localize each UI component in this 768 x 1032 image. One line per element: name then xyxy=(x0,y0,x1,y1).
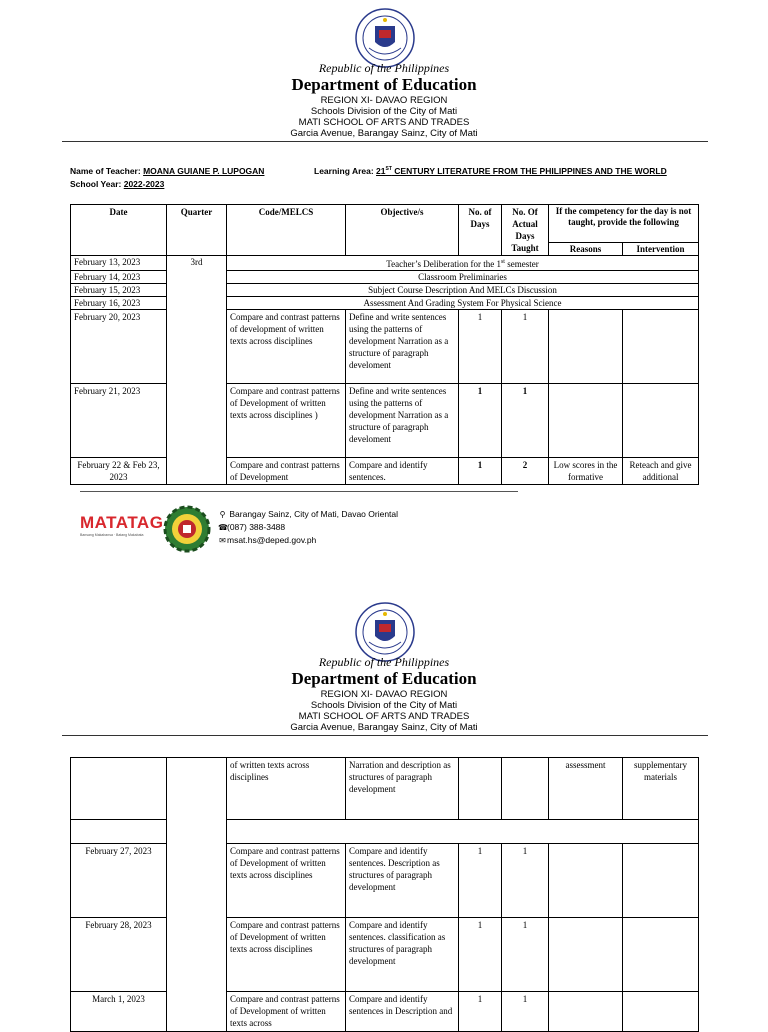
col-days: No. of Days xyxy=(459,205,502,256)
row-span-activity: Assessment And Grading System For Physical Science xyxy=(227,297,699,310)
learning-area xyxy=(314,166,667,176)
row-actual: 1 xyxy=(502,384,549,458)
table-row xyxy=(71,310,699,384)
footer-phone xyxy=(218,522,285,532)
address-text: Barangay Sainz, City of Mati, Davao Oriental xyxy=(229,509,399,519)
row-date: February 14, 2023 xyxy=(71,271,167,284)
table-row xyxy=(71,918,699,992)
table-row xyxy=(71,820,699,844)
table-row xyxy=(71,284,699,297)
region-line: REGION XI- DAVAO REGION xyxy=(320,95,448,106)
row-code: of written texts across disciplines xyxy=(227,758,346,820)
row-intervention xyxy=(623,310,699,384)
span-text: Teacher’s Deliberation for the 1 xyxy=(386,259,501,269)
table-row xyxy=(71,458,699,485)
row-code: Compare and contrast patterns of Development of written texts across xyxy=(227,992,346,1032)
table-row xyxy=(71,758,699,820)
row-date: February 28, 2023 xyxy=(71,918,167,992)
col-objectives: Objective/s xyxy=(346,205,459,256)
deped-seal-icon xyxy=(355,602,415,662)
row-actual: 2 xyxy=(502,458,549,485)
row-date: February 15, 2023 xyxy=(71,284,167,297)
row-objective: Compare and identify sentences. classification as structures of paragraph development xyxy=(346,918,459,992)
row-span-activity: Subject Course Description And MELCs Discussion xyxy=(227,284,699,297)
email-icon: ✉ xyxy=(219,536,226,545)
col-actual: No. Of Actual Days Taught xyxy=(502,205,549,256)
row-reasons: Low scores in the formative xyxy=(549,458,623,485)
row-date: February 20, 2023 xyxy=(71,310,167,384)
row-intervention xyxy=(623,918,699,992)
table-row xyxy=(71,992,699,1032)
row-date xyxy=(71,758,167,820)
row-days: 1 xyxy=(459,458,502,485)
row-code: Compare and contrast patterns of Development xyxy=(227,458,346,485)
row-objective: Compare and identify sentences. xyxy=(346,458,459,485)
footer-divider xyxy=(80,491,518,492)
row-intervention xyxy=(623,992,699,1032)
span-text-post: semester xyxy=(504,259,539,269)
area-num: 21 xyxy=(376,166,386,176)
row-quarter xyxy=(167,758,227,1032)
row-date: March 1, 2023 xyxy=(71,992,167,1032)
col-date: Date xyxy=(71,205,167,256)
table-row xyxy=(71,844,699,918)
row-date: February 27, 2023 xyxy=(71,844,167,918)
table-row xyxy=(71,384,699,458)
col-intervention: Intervention xyxy=(623,242,699,255)
row-date: February 21, 2023 xyxy=(71,384,167,458)
row-intervention xyxy=(623,844,699,918)
lesson-log-table-continued xyxy=(70,757,699,1032)
republic-line: Republic of the Philippines xyxy=(318,61,450,75)
year-value: 2022-2023 xyxy=(123,179,165,189)
teacher-info xyxy=(70,166,264,176)
row-actual xyxy=(502,758,549,820)
header-divider xyxy=(62,735,708,736)
deped-seal-icon xyxy=(355,8,415,68)
row-actual: 1 xyxy=(502,918,549,992)
row-intervention xyxy=(623,384,699,458)
row-reasons xyxy=(549,992,623,1032)
area-label: Learning Area: xyxy=(314,166,374,176)
row-days: 1 xyxy=(459,918,502,992)
header-divider xyxy=(62,141,708,142)
year-label: School Year: xyxy=(70,179,122,189)
row-reasons xyxy=(549,384,623,458)
location-pin-icon: ⚲ xyxy=(219,510,226,519)
department-title: Department of Education xyxy=(291,669,477,688)
school-line: MATI SCHOOL OF ARTS AND TRADES xyxy=(298,117,470,128)
row-days: 1 xyxy=(459,992,502,1032)
row-reasons xyxy=(549,918,623,992)
area-value: CENTURY LITERATURE FROM THE PHILIPPINES AND THE WORLD xyxy=(391,166,667,176)
row-objective: Define and write sentences using the patterns of development Narration as a structure of paragraph develoment xyxy=(346,384,459,458)
school-line: MATI SCHOOL OF ARTS AND TRADES xyxy=(298,711,470,722)
division-line: Schools Division of the City of Mati xyxy=(310,700,458,711)
row-code: Compare and contrast patterns of Development of written texts across disciplines ) xyxy=(227,384,346,458)
row-intervention: supplementary materials xyxy=(623,758,699,820)
row-code: Compare and contrast patterns of Development of written texts across disciplines xyxy=(227,918,346,992)
row-days: 1 xyxy=(459,384,502,458)
teacher-name: MOANA GUIANE P. LUPOGAN xyxy=(143,166,265,176)
matatag-tagline: Bansang Makabansa · Batang Makabata xyxy=(80,533,144,537)
row-objective: Compare and identify sentences in Description and xyxy=(346,992,459,1032)
row-code: Compare and contrast patterns of Development of written texts across disciplines xyxy=(227,844,346,918)
row-date: February 16, 2023 xyxy=(71,297,167,310)
table-row xyxy=(71,271,699,284)
row-days: 1 xyxy=(459,844,502,918)
row-actual: 1 xyxy=(502,310,549,384)
email-text[interactable]: msat.hs@deped.gov.ph xyxy=(227,535,317,545)
row-days xyxy=(459,758,502,820)
span-sup: st xyxy=(500,259,505,265)
division-line: Schools Division of the City of Mati xyxy=(310,106,458,117)
row-code: Compare and contrast patterns of development of written texts across disciplines xyxy=(227,310,346,384)
row-span-activity xyxy=(227,820,699,844)
republic-line: Republic of the Philippines xyxy=(318,655,450,669)
row-date: February 22 & Feb 23, 2023 xyxy=(71,458,167,485)
col-competency: If the competency for the day is not taught, provide the following xyxy=(549,205,699,243)
row-days: 1 xyxy=(459,310,502,384)
area-sup: ST xyxy=(385,166,392,173)
row-objective: Narration and description as structures of paragraph development xyxy=(346,758,459,820)
footer-address xyxy=(218,509,398,519)
col-quarter: Quarter xyxy=(167,205,227,256)
row-span-activity: Classroom Preliminaries xyxy=(227,271,699,284)
row-reasons: assessment xyxy=(549,758,623,820)
row-reasons xyxy=(549,310,623,384)
col-reasons: Reasons xyxy=(549,242,623,255)
teacher-label: Name of Teacher: xyxy=(70,166,141,176)
row-reasons xyxy=(549,844,623,918)
row-actual: 1 xyxy=(502,844,549,918)
header-row xyxy=(71,205,699,243)
row-date xyxy=(71,820,167,844)
row-quarter: 3rd xyxy=(167,256,227,485)
region-line: REGION XI- DAVAO REGION xyxy=(320,689,448,700)
matatag-logo: MATATAG xyxy=(80,513,164,532)
row-actual: 1 xyxy=(502,992,549,1032)
school-gear-logo-icon xyxy=(163,505,211,553)
address-line: Garcia Avenue, Barangay Sainz, City of Mati xyxy=(290,722,478,733)
row-date: February 13, 2023 xyxy=(71,256,167,271)
row-intervention: Reteach and give additional xyxy=(623,458,699,485)
footer-email xyxy=(218,535,316,545)
table-row xyxy=(71,297,699,310)
address-line: Garcia Avenue, Barangay Sainz, City of Mati xyxy=(290,128,478,139)
row-objective: Define and write sentences using the patterns of development Narration as a structure of paragraph develoment xyxy=(346,310,459,384)
phone-text: (087) 388-3488 xyxy=(227,522,286,532)
department-title: Department of Education xyxy=(291,75,477,94)
table-row xyxy=(71,256,699,271)
row-objective: Compare and identify sentences. Description as structures of paragraph development xyxy=(346,844,459,918)
lesson-log-table xyxy=(70,204,699,485)
school-year xyxy=(70,179,164,189)
row-span-activity xyxy=(227,256,699,271)
phone-icon: ☎ xyxy=(218,523,228,532)
col-code: Code/MELCS xyxy=(227,205,346,256)
